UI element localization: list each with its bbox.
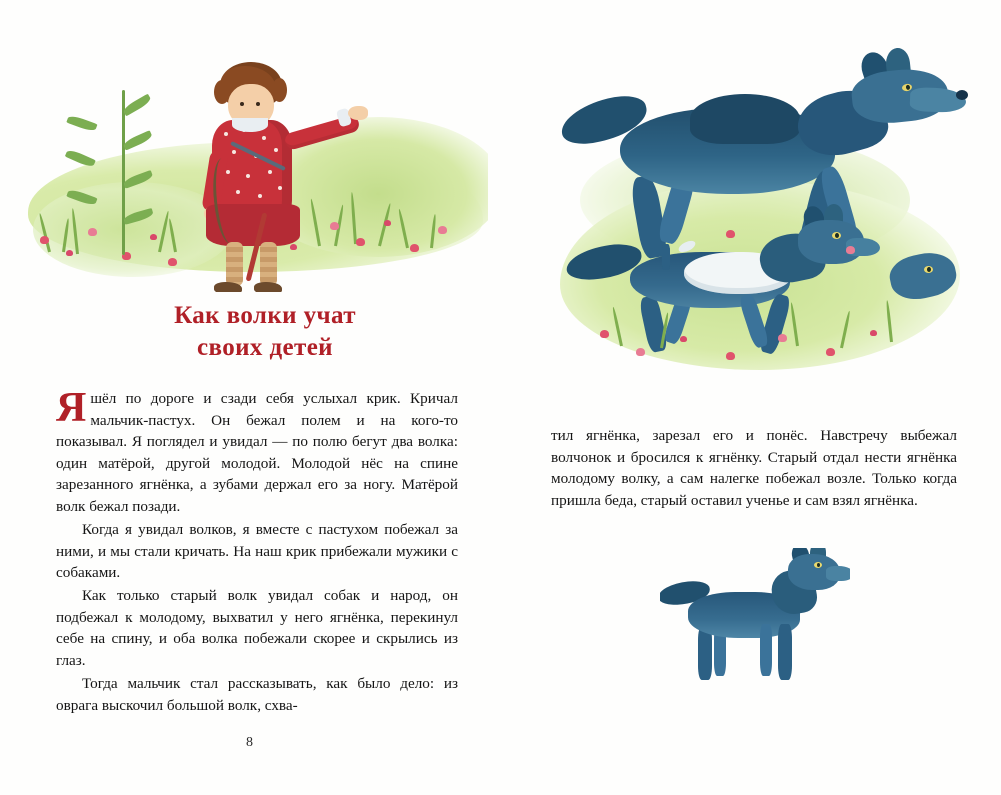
- paragraph: [56, 673, 458, 716]
- paragraph-text: Когда я увидал волков, я вместе с пастухом побежал за ними, и мы стали кричать. На наш крик прибежали мужики с собаками.: [56, 520, 458, 582]
- flower: [384, 220, 391, 226]
- boy-leg: [260, 242, 277, 286]
- flower: [726, 352, 735, 360]
- paragraph: [56, 585, 458, 671]
- flower: [680, 336, 687, 342]
- flower: [600, 330, 609, 338]
- flower: [410, 244, 419, 252]
- boy-shoe: [214, 282, 242, 292]
- plant-leaf: [65, 148, 96, 168]
- lamb-leg: [662, 244, 670, 270]
- paragraph: [56, 385, 458, 517]
- flower: [846, 246, 855, 254]
- paragraph-text: шёл по дороге и сзади себя услыхал крик. Кричал мальчик-пастух. Он бежал полем и на кого-то показывал. Я поглядел и увидал — по полю бегут два волка: один матёрой, другой молодой. Молодой нёс на спине зарезанного ягнёнка, а зубами держал его за ногу. Матёрой волк бежал позади.: [56, 390, 458, 515]
- flower: [870, 330, 877, 336]
- wolf-leg: [778, 624, 792, 680]
- illustration-wolf-cub: [660, 548, 850, 693]
- plant-leaf: [66, 114, 97, 133]
- lamb-eye: [924, 266, 933, 273]
- flower: [438, 226, 447, 234]
- paragraph-text: Как только старый волк увидал собак и народ, он подбежал к молодому, выхватил у него ягнёнка, перекинул себе на спину, и оба волка побежали скорее и скрылись из глаз.: [56, 587, 458, 669]
- boy-eye: [256, 102, 260, 106]
- story-title-line2: своих детей: [196, 334, 333, 361]
- flower: [636, 348, 645, 356]
- flower: [778, 334, 787, 342]
- illustration-two-wolves: [540, 30, 980, 390]
- paragraph: [56, 519, 458, 584]
- boy-eye: [240, 102, 244, 106]
- lamb-ear: [677, 239, 697, 255]
- paragraph: [551, 425, 957, 511]
- wolf-shoulders: [690, 94, 800, 144]
- text-column-right: [551, 425, 957, 513]
- flower: [726, 230, 735, 238]
- boy-hand-pointing: [348, 106, 368, 120]
- drop-cap: Я: [56, 385, 87, 431]
- text-column-left: [56, 385, 458, 718]
- plant-leaf: [122, 130, 153, 150]
- shepherd-boy: [198, 62, 378, 272]
- wolf-leg: [760, 624, 772, 676]
- story-title-line1: Как волки учат: [174, 302, 356, 329]
- story-title: [50, 300, 480, 364]
- wolf-nose: [956, 90, 968, 100]
- paragraph-text: Тогда мальчик стал рассказывать, как было дело: из оврага выскочил большой волк, схва-: [56, 675, 458, 714]
- flower: [826, 348, 835, 356]
- wolf-snout: [826, 566, 850, 581]
- wolf-eye: [832, 232, 841, 239]
- plant-leaf: [123, 208, 154, 225]
- plant-leaf: [122, 94, 152, 117]
- wolf-eye: [814, 562, 822, 568]
- tall-plant: [96, 90, 152, 260]
- boy-leg: [226, 242, 243, 286]
- illustration-shepherd-boy: [18, 22, 488, 292]
- flower: [168, 258, 177, 266]
- flower: [66, 250, 73, 256]
- plant-leaf: [122, 170, 153, 189]
- flower: [40, 236, 49, 244]
- boy-shoe: [254, 282, 282, 292]
- boy-collar: [232, 118, 268, 132]
- page-number: 8: [246, 735, 253, 750]
- paragraph-text: тил ягнёнка, зарезал его и понёс. Навстречу выбежал волчонок и бросился к ягнёнку. Старый отдал нести ягнёнка молодому волку, а сам налегке побежал возле. Только когда пришла беда, старый оставил ученье и сам взял ягнёнка.: [551, 427, 957, 509]
